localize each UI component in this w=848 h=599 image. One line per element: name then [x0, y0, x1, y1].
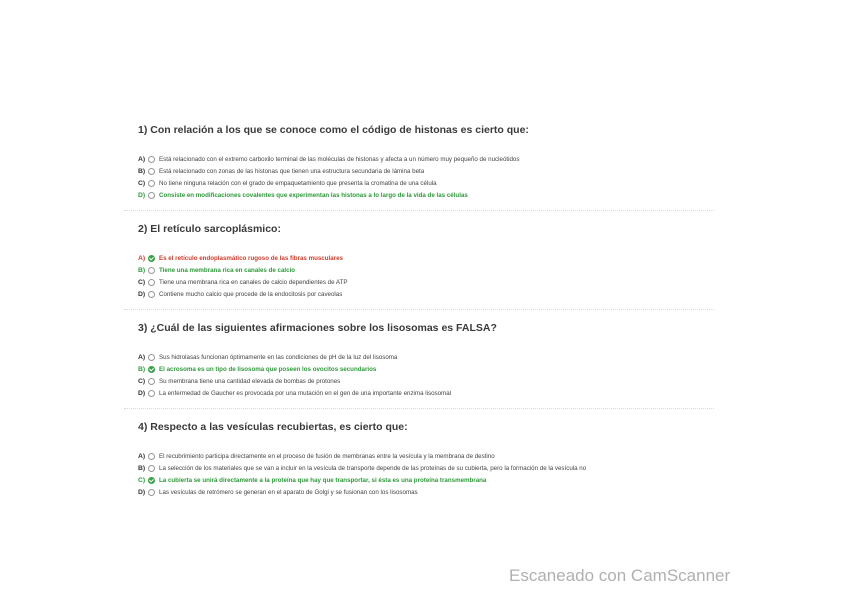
option-letter: D) — [138, 191, 146, 199]
options-list — [138, 351, 718, 399]
divider — [124, 210, 714, 211]
option-text: Su membrana tiene una cantidad elevada de bombas de protones — [159, 377, 341, 385]
option-text: La selección de los materiales que se van a incluir en la vesícula de transporte depende de las proteínas de su cubierta, pero la formación de la vesícula no — [159, 464, 587, 472]
option-letter: A) — [138, 452, 146, 460]
option-letter: B) — [138, 464, 146, 472]
radio-icon[interactable] — [148, 465, 155, 472]
option-text: Es el retículo endoplasmático rugoso de las fibras musculares — [159, 254, 343, 262]
question-1 — [138, 124, 718, 199]
option-letter: D) — [138, 389, 146, 397]
option-b[interactable] — [138, 264, 718, 276]
option-text: Las vesículas de retrómero se generan en el aparato de Golgi y se fusionan con los lisosomas — [159, 488, 418, 496]
check-circle-icon[interactable] — [148, 255, 155, 262]
option-b[interactable] — [138, 363, 718, 375]
option-b[interactable] — [138, 165, 718, 177]
option-letter: C) — [138, 377, 146, 385]
option-a[interactable] — [138, 450, 718, 462]
radio-icon[interactable] — [148, 267, 155, 274]
option-letter: C) — [138, 476, 146, 484]
option-text: Tiene una membrana rica en canales de calcio — [159, 266, 296, 274]
option-text: No tiene ninguna relación con el grado de empaquetamiento que presenta la cromatina de una célula — [159, 179, 437, 187]
question-3 — [138, 322, 718, 397]
option-text: La enfermedad de Gaucher es provocada por una mutación en el gen de una importante enzima lisosomal — [159, 389, 452, 397]
option-a[interactable] — [138, 153, 718, 165]
radio-icon[interactable] — [148, 378, 155, 385]
option-c[interactable] — [138, 276, 718, 288]
radio-icon[interactable] — [148, 390, 155, 397]
divider — [124, 309, 714, 310]
options-list — [138, 450, 718, 498]
radio-icon[interactable] — [148, 279, 155, 286]
option-letter: C) — [138, 179, 146, 187]
question-4 — [138, 421, 718, 496]
options-list — [138, 153, 718, 201]
camscanner-watermark: Escaneado con CamScanner — [509, 566, 731, 585]
option-text: Está relacionado con el extremo carboxilo terminal de las moléculas de histonas y afecta a un número muy pequeño de nucleótidos — [159, 155, 520, 163]
option-a[interactable] — [138, 351, 718, 363]
option-letter: A) — [138, 353, 146, 361]
radio-icon[interactable] — [148, 291, 155, 298]
option-text: Consiste en modificaciones covalentes que experimentan las histonas a lo largo de la vida de las células — [159, 191, 468, 199]
option-letter: A) — [138, 155, 146, 163]
radio-icon[interactable] — [148, 156, 155, 163]
option-letter: A) — [138, 254, 146, 262]
option-b[interactable] — [138, 462, 718, 474]
divider — [124, 408, 714, 409]
options-list — [138, 252, 718, 300]
option-letter: B) — [138, 266, 146, 274]
option-text: El acrosoma es un tipo de lisosoma que poseen los ovocitos secundarios — [159, 365, 377, 373]
option-c[interactable] — [138, 375, 718, 387]
radio-icon[interactable] — [148, 489, 155, 496]
option-text: Está relacionado con zonas de las histonas que tienen una estructura secundaria de lámina beta — [159, 167, 425, 175]
option-text: Contiene mucho calcio que procede de la endocitosis por caveolas — [159, 290, 343, 298]
question-title: 2) El retículo sarcoplásmico: — [138, 223, 281, 235]
radio-icon[interactable] — [148, 192, 155, 199]
question-title: 4) Respecto a las vesículas recubiertas, es cierto que: — [138, 421, 408, 433]
check-circle-icon[interactable] — [148, 477, 155, 484]
option-letter: B) — [138, 167, 146, 175]
check-circle-icon[interactable] — [148, 366, 155, 373]
option-letter: D) — [138, 488, 146, 496]
option-text: Sus hidrolasas funcionan óptimamente en las condiciones de pH de la luz del lisosoma — [159, 353, 398, 361]
radio-icon[interactable] — [148, 180, 155, 187]
question-title: 3) ¿Cuál de las siguientes afirmaciones sobre los lisosomas es FALSA? — [138, 322, 497, 334]
question-title: 1) Con relación a los que se conoce como el código de histonas es cierto que: — [138, 124, 529, 136]
option-text: El recubrimiento participa directamente en el proceso de fusión de membranas entre la vesícula y la membrana de destino — [159, 452, 495, 460]
option-text: Tiene una membrana rica en canales de calcio dependientes de ATP — [159, 278, 348, 286]
option-c[interactable] — [138, 177, 718, 189]
option-c[interactable] — [138, 474, 718, 486]
quiz-sheet — [124, 102, 722, 498]
radio-icon[interactable] — [148, 354, 155, 361]
option-letter: D) — [138, 290, 146, 298]
option-letter: C) — [138, 278, 146, 286]
question-2 — [138, 223, 718, 298]
radio-icon[interactable] — [148, 168, 155, 175]
radio-icon[interactable] — [148, 453, 155, 460]
option-d[interactable] — [138, 288, 718, 300]
option-text: La cubierta se unirá directamente a la proteína que hay que transportar, si ésta es una proteína transmembrana — [159, 476, 487, 484]
option-letter: B) — [138, 365, 146, 373]
option-a[interactable] — [138, 252, 718, 264]
option-d[interactable] — [138, 189, 718, 201]
option-d[interactable] — [138, 387, 718, 399]
option-d[interactable] — [138, 486, 718, 498]
